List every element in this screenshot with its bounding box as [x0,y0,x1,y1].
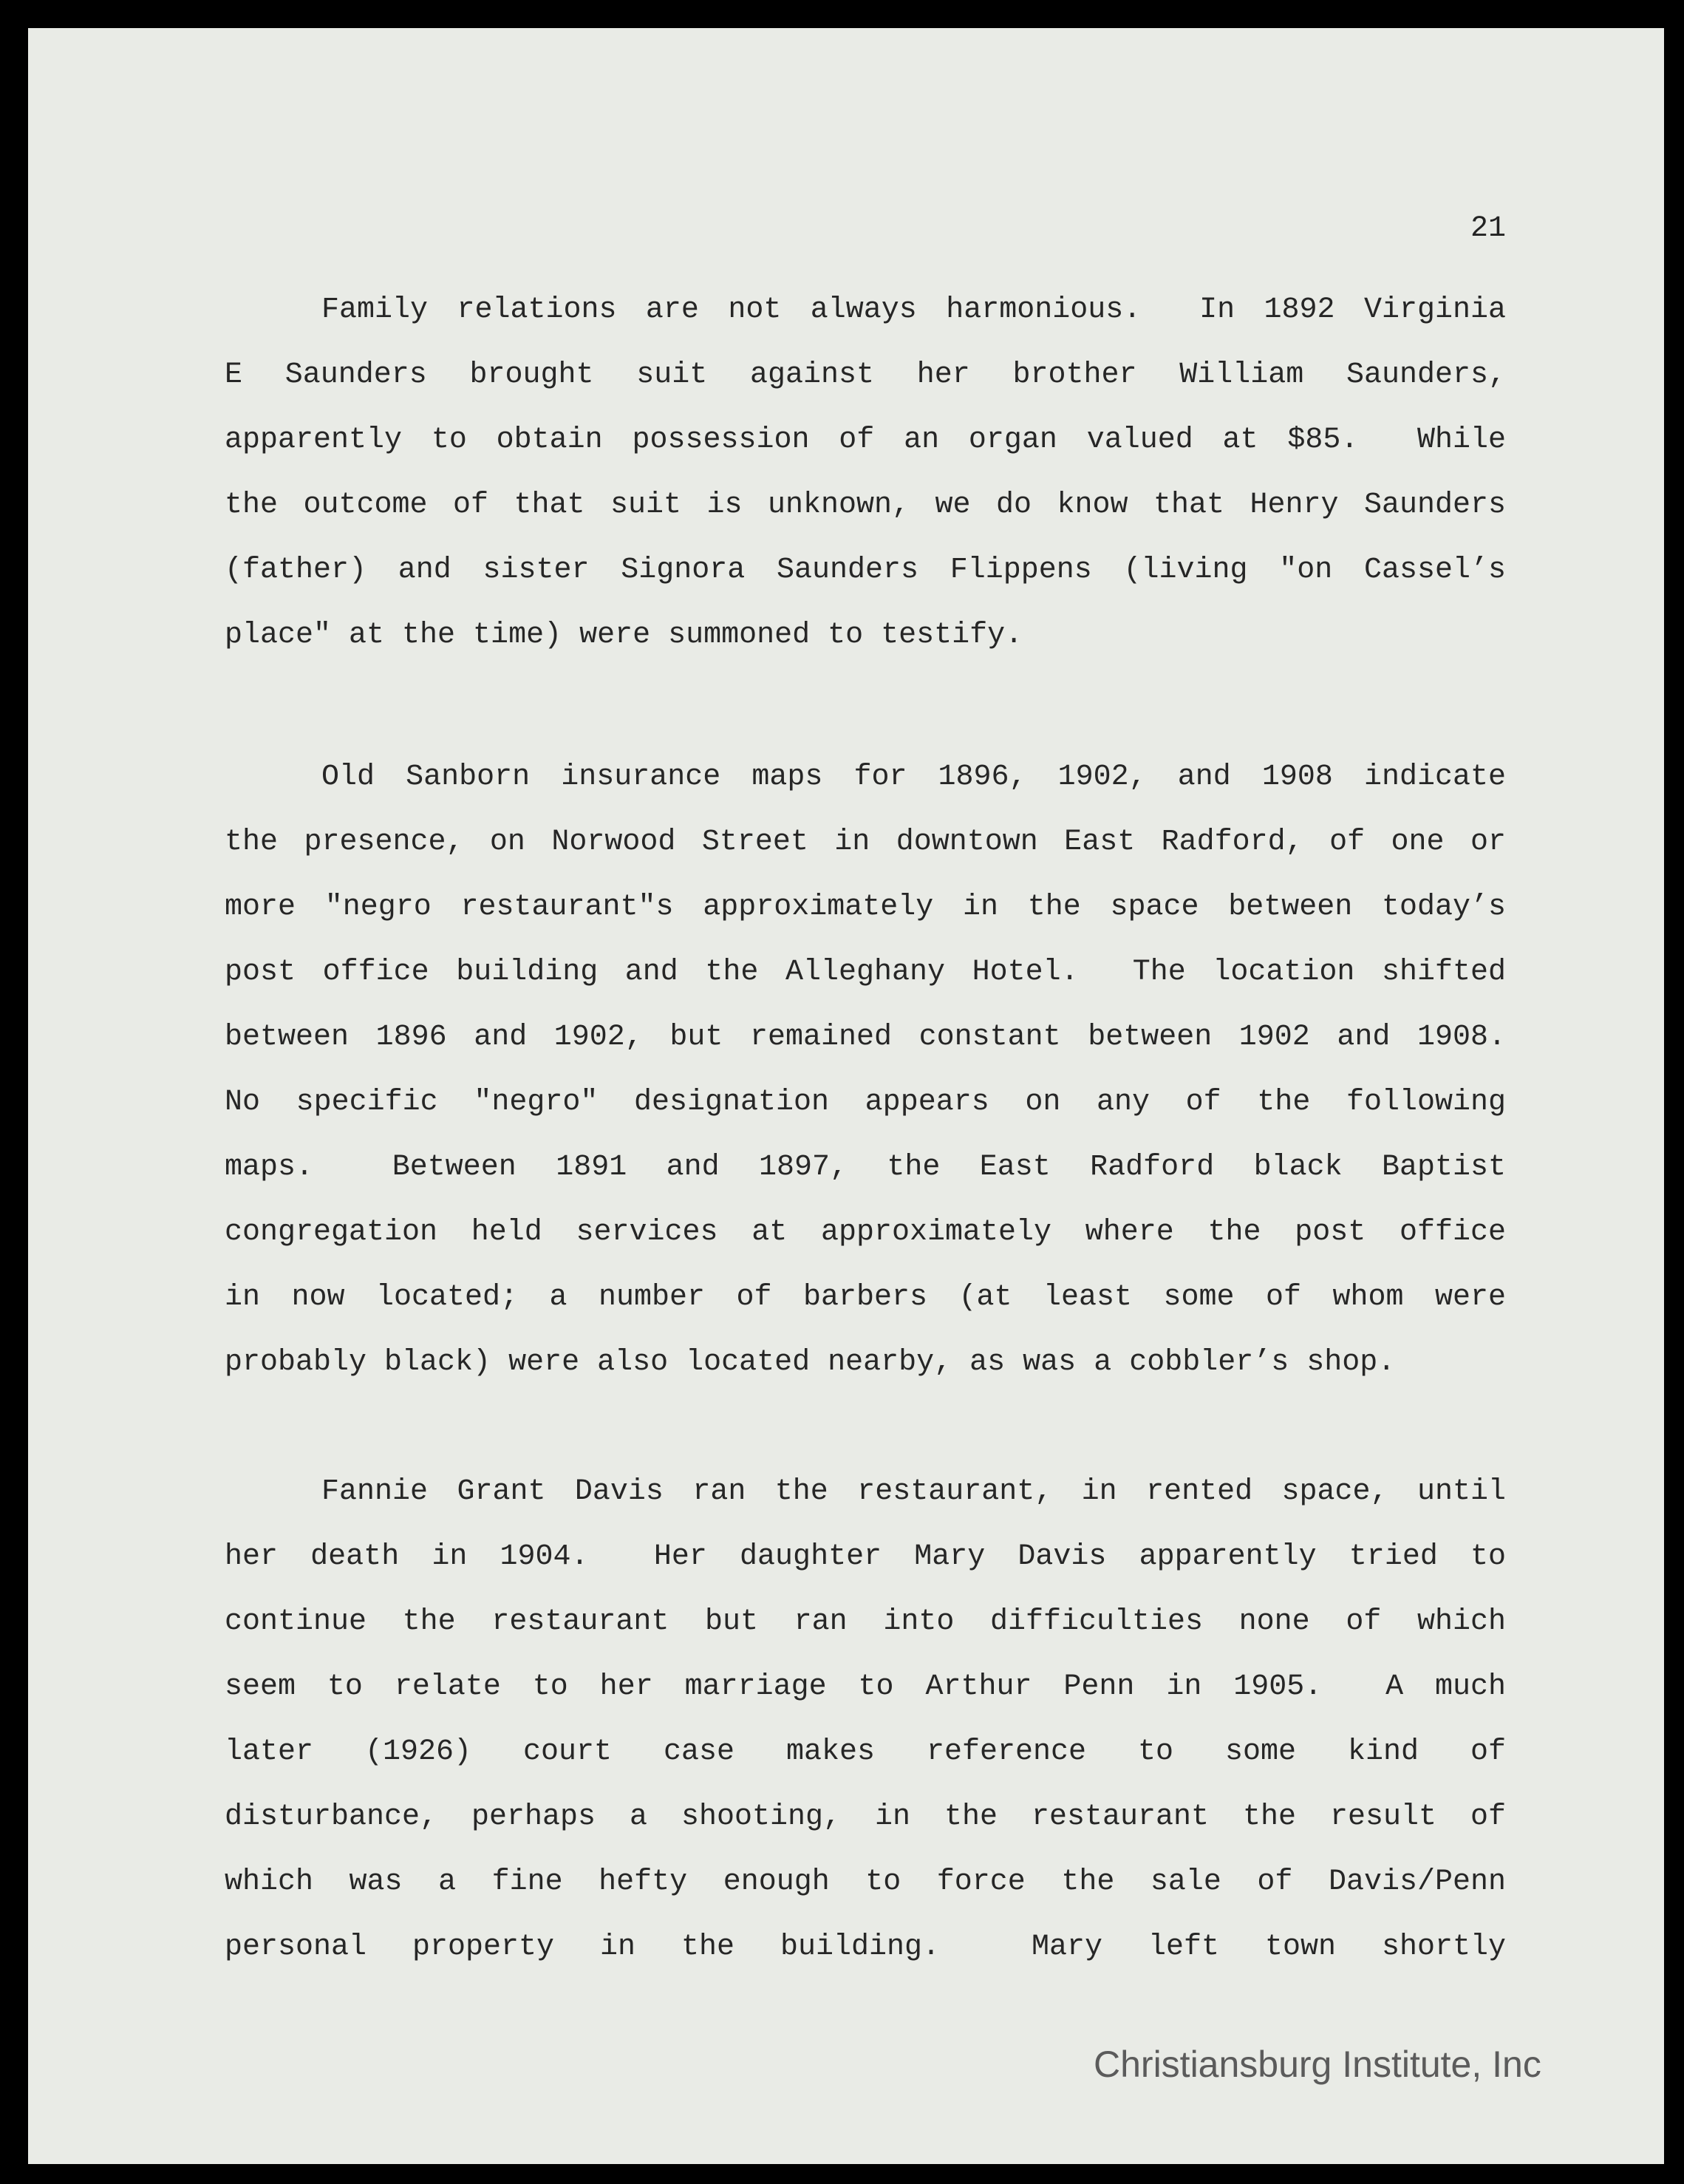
text-line: between 1896 and 1902, but remained constant between 1902 and 1908. [225,1021,1506,1054]
text-line: probably black) were also located nearby, as was a cobbler’s shop. [225,1346,1396,1379]
text-line: personal property in the building. Mary left town shortly [225,1930,1506,1964]
text-line: disturbance, perhaps a shooting, in the restaurant the result of [225,1800,1506,1834]
text-line: which was a fine hefty enough to force the sale of Davis/Penn [225,1865,1506,1899]
text-line: continue the restaurant but ran into difficulties none of which [225,1605,1506,1639]
paragraph-sanborn-maps [225,745,1506,1395]
text-line: in now located; a number of barbers (at least some of whom were [225,1281,1506,1314]
text-line: E Saunders brought suit against her brother William Saunders, [225,358,1506,392]
paragraph-fannie-grant-davis [225,1460,1506,1980]
document-page [28,28,1664,2164]
text-line: (father) and sister Signora Saunders Flippens (living "on Cassel’s [225,554,1506,587]
text-line: later (1926) court case makes reference to some kind of [225,1735,1506,1769]
text-line: post office building and the Alleghany Hotel. The location shifted [225,956,1506,989]
text-line: her death in 1904. Her daughter Mary Davis apparently tried to [225,1540,1506,1574]
text-line: seem to relate to her marriage to Arthur Penn in 1905. A much [225,1670,1506,1704]
paragraph-family-relations [225,278,1506,668]
page-number: 21 [1470,212,1506,245]
watermark: Christiansburg Institute, Inc [1094,2044,1541,2085]
text-line: Family relations are not always harmonious. In 1892 Virginia [321,293,1506,327]
text-line: place" at the time) were summoned to testify. [225,619,1023,652]
text-line: the presence, on Norwood Street in downtown East Radford, of one or [225,826,1506,859]
text-line: Fannie Grant Davis ran the restaurant, in rented space, until [321,1475,1506,1508]
text-line: more "negro restaurant"s approximately in the space between today’s [225,891,1506,924]
text-line: No specific "negro" designation appears on any of the following [225,1086,1506,1119]
text-line: Old Sanborn insurance maps for 1896, 1902, and 1908 indicate [321,761,1506,794]
text-line: apparently to obtain possession of an organ valued at $85. While [225,423,1506,457]
text-line: the outcome of that suit is unknown, we do know that Henry Saunders [225,489,1506,522]
text-line: congregation held services at approximately where the post office [225,1216,1506,1249]
text-line: maps. Between 1891 and 1897, the East Radford black Baptist [225,1151,1506,1184]
